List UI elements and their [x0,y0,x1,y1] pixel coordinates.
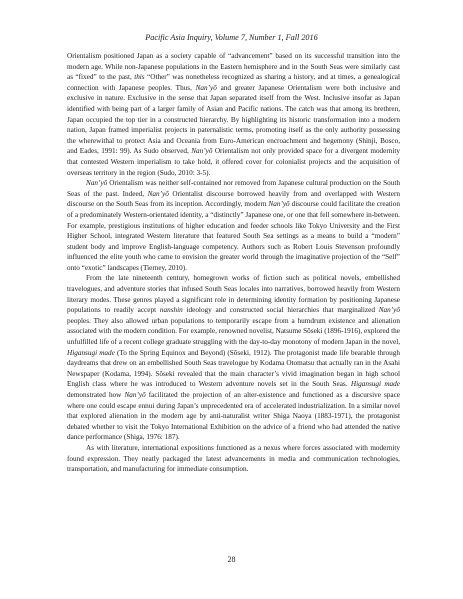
paragraph [67,178,400,273]
page-number: 28 [227,555,236,564]
text-run: facilitated the projection of an alter-existence and functioned as a discursive space where one could escape ennui during Japan’s unprecedented era of accelerated industrialization. In a similar novel that explored alienation in the modern age by anti-naturalist writer Shiga Naoya (1883-1971), the protagonist debated whether to visit the Tokyo International Exhibition on the advice of a friend who had attended the native dance performance (Shiga, 1976: 187). [67,391,400,442]
italic-term: Nan’yō [86,179,108,188]
text-run: Orientalism not only provided space for a divergent modernity that contested Western imperialism to take hold, it offered cover for colonialist projects and the acquisition of overseas territory in the region (Sudo, 2010: 3-5). [67,147,401,177]
text-run: “Other” was nonetheless recognized as sharing a history, and at times, a genealogical connection with Japanese peoples. Thus, [67,73,400,92]
italic-term: nanshin [159,306,183,315]
text-run: and greater Japanese Orientalism were both inclusive and exclusive in nature. Exclusive in the sense that Japan separated itself from the West. Inclusive insofar as Japan identified with being part of a larger family of Asian and Pacific nations. The catch was that among its brethren, Japan occupied the top tier in a constructed hierarchy. By highlighting its historic transformation into a modern nation, Japan framed imperialist projects in paternalistic terms, promoting itself as the only authority possessing the wherewithal to protect Asia and Oceania from Euro-American encroachment and hegemony (Shinji, Bosco, and Eades, 1991: 99). As Sudo observed, [67,83,400,156]
italic-term: Nan’yō [195,83,217,92]
italic-term: Nan’yō [124,391,146,399]
italic-term: Nan’yō [147,189,169,198]
italic-term: this [134,73,145,82]
text-run: Orientalism positioned Japan as a society capable of “advancement” based on its successful transition into the modern age. While non-Japanese populations in the Eastern hemisphere and in the South Seas were similarly cast as “fixed” to the past, [67,52,400,82]
text-run: Orientalism was neither self-contained nor removed from Japanese cultural production on the South Seas of the past. Indeed, [67,179,400,198]
italic-term: Higansugi made [67,348,115,357]
text-run: demonstrated how [67,391,125,399]
italic-term: Nan’yō [268,200,290,209]
text-run: ideology and constructed social hierarchies that marginalized [182,306,379,315]
paragraph [67,443,400,475]
text-run: As with literature, international expositions functioned as a nexus where forces associated with modernity found expression. They neatly packaged the latest advancements in media and communication technologies, transportation, and manufacturing for immediate consumption. [67,443,400,474]
text-run: peoples. They also allowed urban populations to temporarily escape from a humdrum existence and alienation associated with the modern condition. For example, renowned novelist, Natsume Sōseki (1896-1916), explored the unfulfilled life of a recent college graduate struggling with the day-to-day monotony of modern Japan in the novel, [67,316,400,347]
text-run: Orientalist discourse borrowed heavily from and overlapped with Western discourse on the South Seas from its inception. Accordingly, modern [67,189,400,209]
italic-term: Higansugi made [350,380,400,389]
paragraph [67,51,400,178]
running-header: Pacific Asia Inquiry, Volume 7, Number 1, Fall 2016 [145,33,318,42]
article-body [67,51,400,475]
paragraph [67,273,400,443]
text-run: From the late nineteenth century, homegrown works of fiction such as political novels, embellished travelogues, and adventure stories that infused South Seas locales into narratives, borrowed heavily from Western literary modes. These genres played a significant role in determining identity formation by positioning Japanese populations to readily accept [67,274,400,315]
text-run: (To the Spring Equinox and Beyond) (Sōseki, 1912). The protagonist made life bearable through daydreams that drew on an embellished South Seas travelogue by Kodama Otomatsu that actually ran in the Asahi Newspaper (Kodama, 1994). Sōseki revealed that the main character’s vivid imagination began in high school English class where he was introduced to Western adventure novels set in the South Seas. [67,348,400,389]
italic-term: Nan’yō [378,306,400,315]
italic-term: Nan’yō [191,147,213,156]
text-run: discourse could facilitate the creation of a predominately Western-orientated identity, a “distinctly” Japanese one, or one that fell somewhere in-between. For example, prestigious institutions of higher education and feeder schools like Tokyo University and the First Higher School, integrated Western literature that featured South Sea settings as a means to build a “modern” student body and improve English-language competency. Authors such as Robert Louis Stevenson profoundly influenced the elite youth who came to envision the greater world through the imaginative projection of the “Self” onto “exotic” landscapes (Tierney, 2010). [67,200,400,272]
